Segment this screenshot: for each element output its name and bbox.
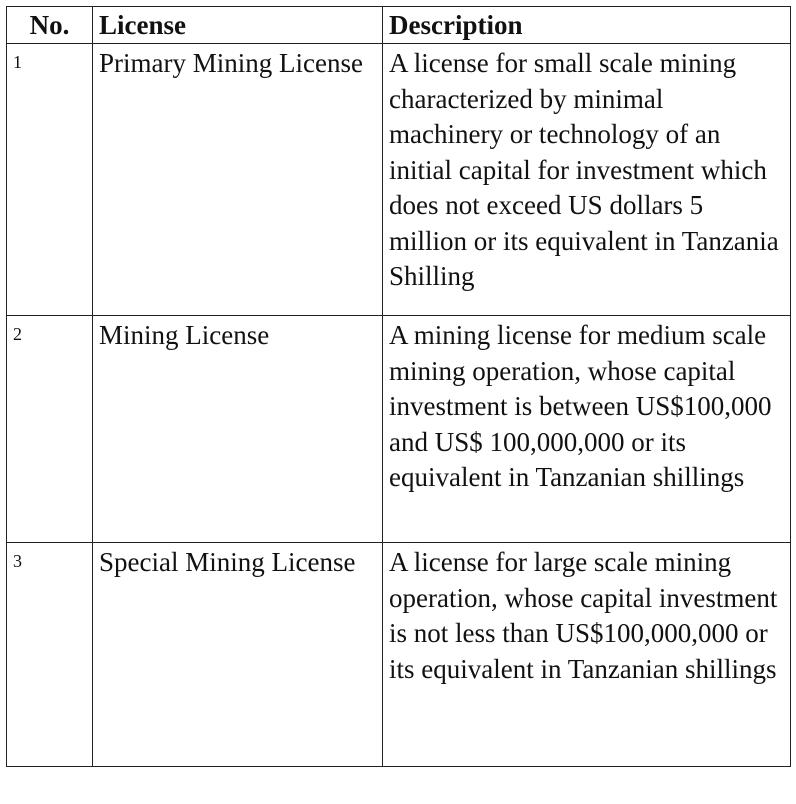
header-license: License [93, 7, 383, 44]
license-description: A mining license for medium scale mining operation, whose capital investment is between US$100,000 and US$ 100,000,000 or its equivalent in Tanzanian shillings [383, 316, 791, 543]
table-row [7, 316, 791, 543]
license-name: Special Mining License [93, 543, 383, 767]
row-number: 3 [7, 543, 93, 767]
row-number: 1 [7, 44, 93, 316]
header-description: Description [383, 7, 791, 44]
license-description: A license for large scale mining operation, whose capital investment is not less than US$100,000,000 or its equivalent in Tanzanian shillings [383, 543, 791, 767]
row-number: 2 [7, 316, 93, 543]
license-description: A license for small scale mining characterized by minimal machinery or technology of an initial capital for investment which does not exceed US dollars 5 million or its equivalent in Tanzania Shilling [383, 44, 791, 316]
header-no: No. [7, 7, 93, 44]
table-row [7, 44, 791, 316]
license-name: Mining License [93, 316, 383, 543]
table-row [7, 543, 791, 767]
table-header [7, 7, 791, 44]
license-table [6, 6, 791, 767]
header-row [7, 7, 791, 44]
table-body [7, 44, 791, 767]
license-name: Primary Mining License [93, 44, 383, 316]
